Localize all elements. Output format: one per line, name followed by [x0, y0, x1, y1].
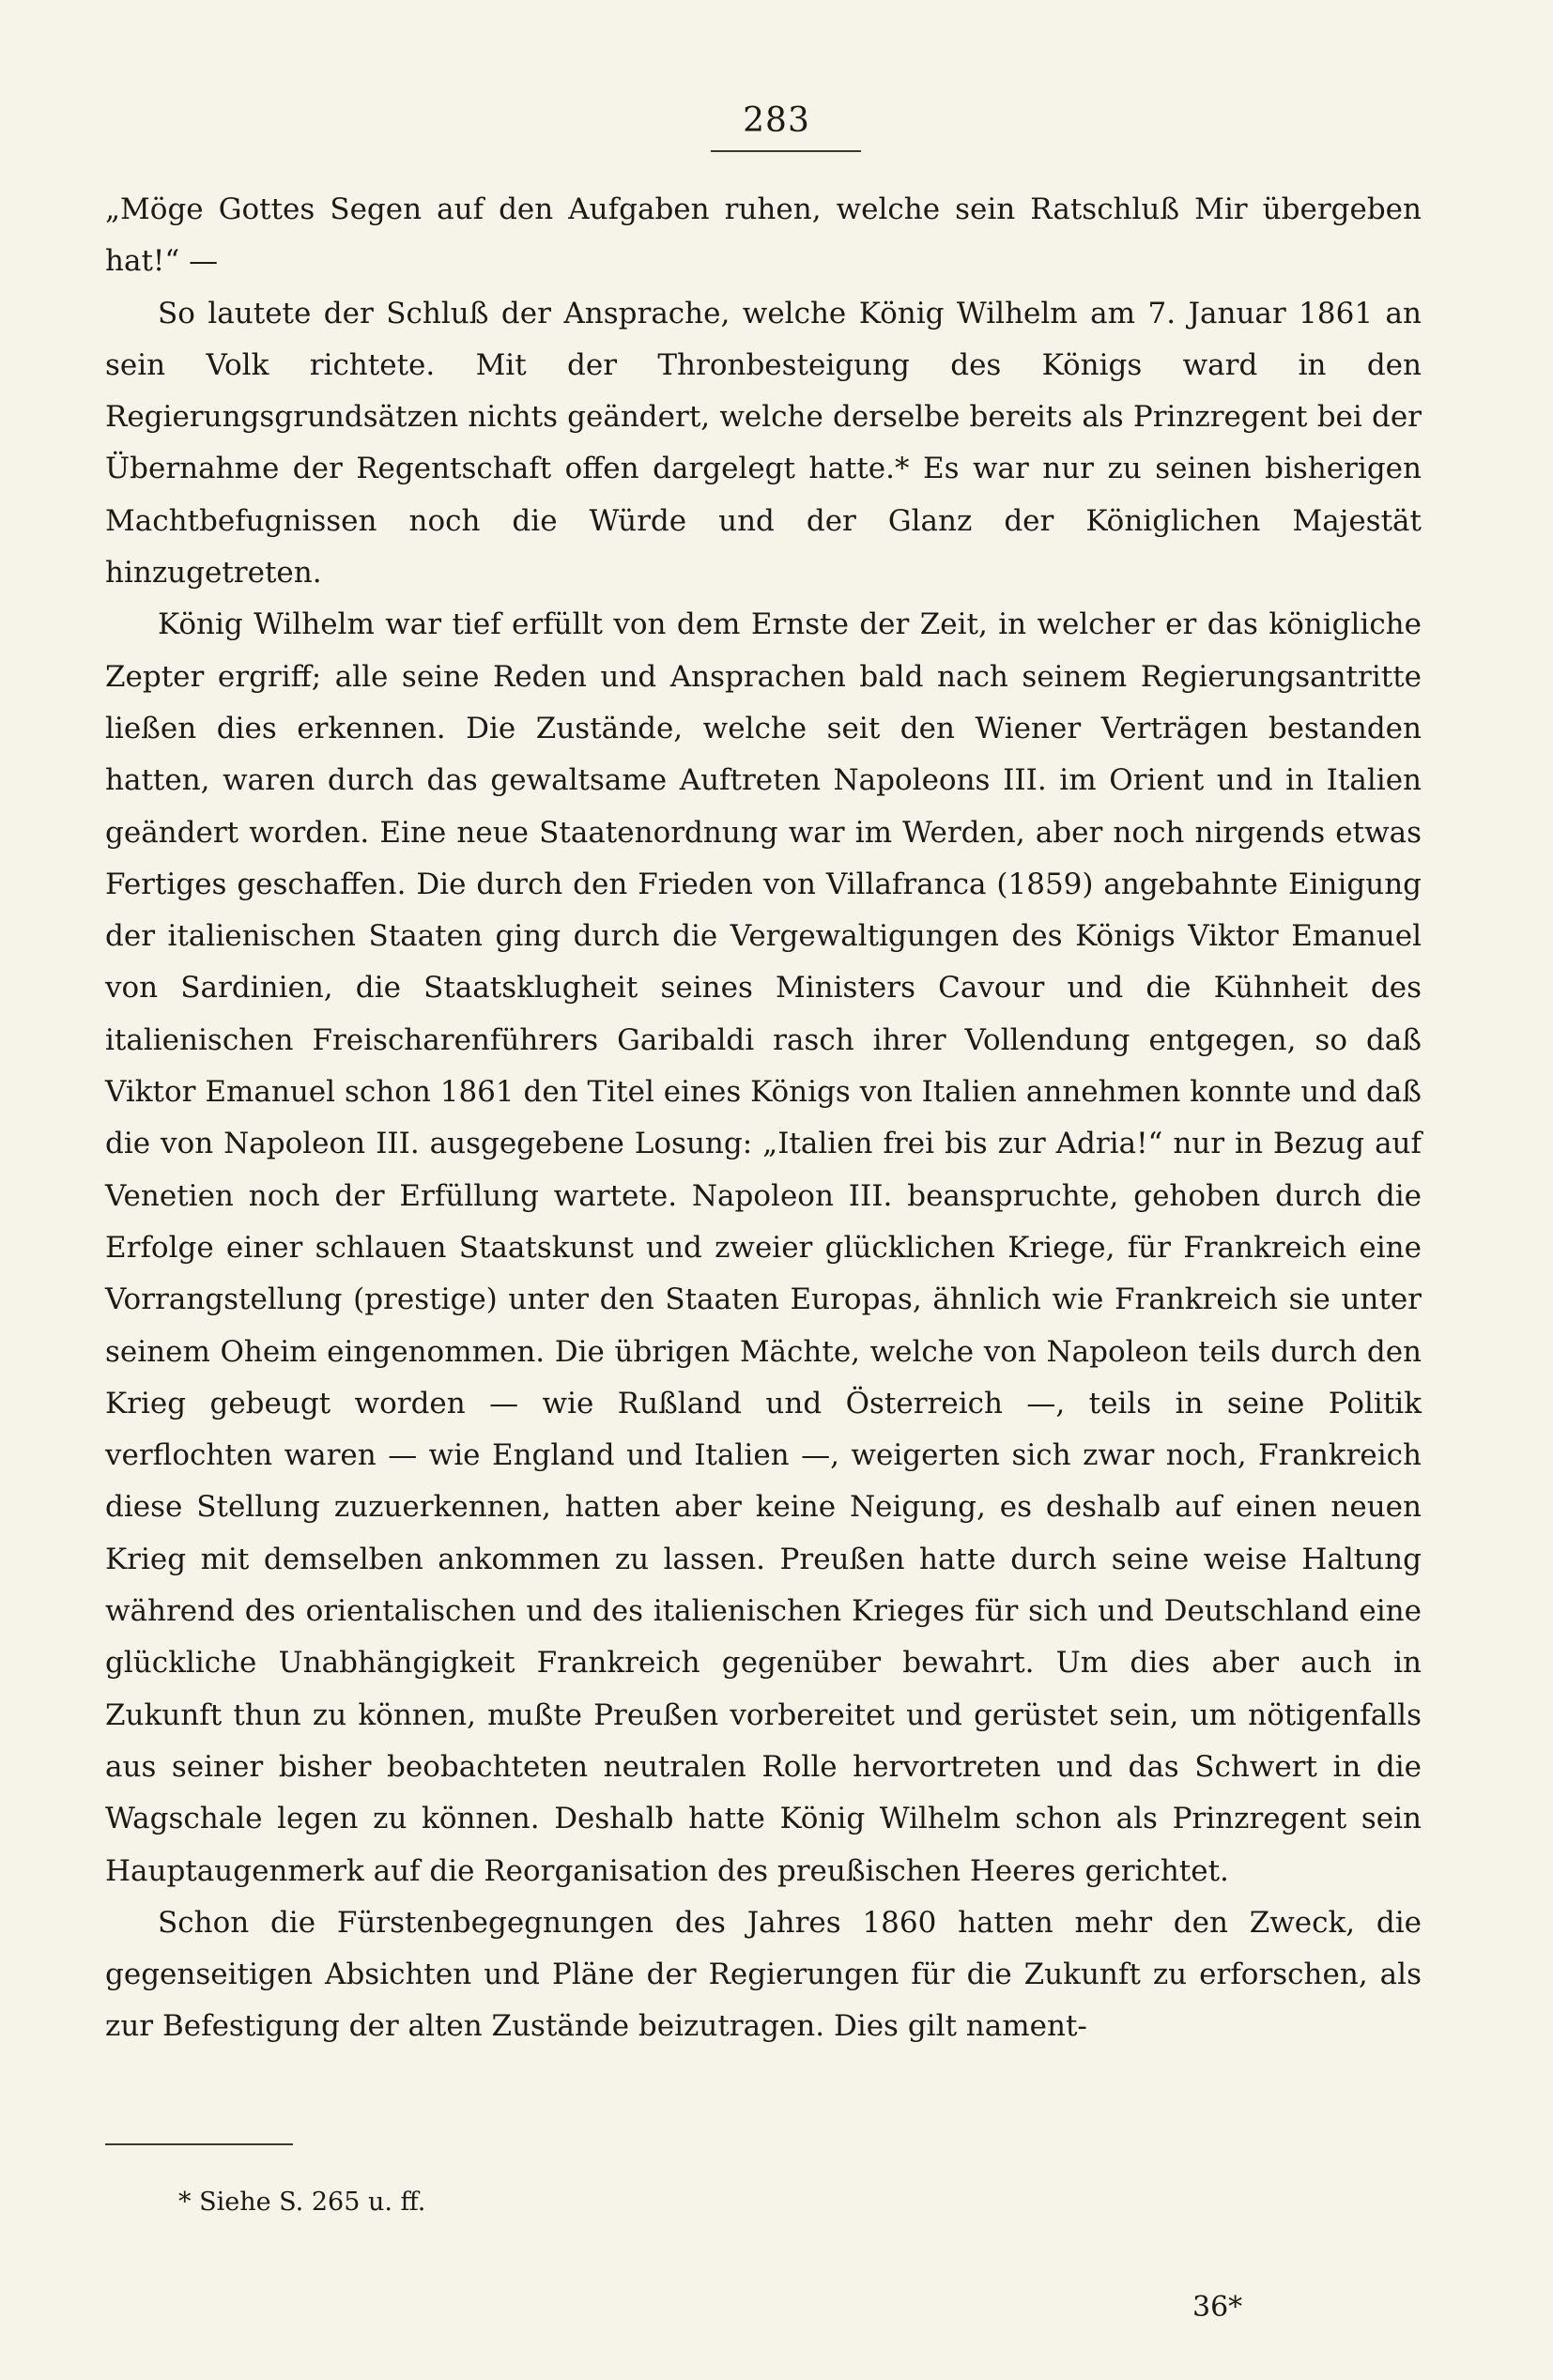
footnote-rule — [105, 2143, 293, 2145]
paragraph: Schon die Fürstenbegegnungen des Jahres 1860 hatten mehr den Zweck, die gegenseitigen Absichten und Pläne der Regierungen für die Zukunft zu erforschen, als zur Befestigung der alten Zustände beizutragen. Dies gilt nament- — [105, 1905, 1422, 2044]
paragraph-quote: „Möge Gottes Segen auf den Aufgaben ruhen, welche sein Ratschluß Mir übergeben hat!“ — — [105, 192, 1422, 279]
paragraph: So lautete der Schluß der Ansprache, welche König Wilhelm am 7. Januar 1861 an sein Volk richtete. Mit der Thronbesteigung des Königs ward in den Regierungsgrundsätzen nichts geändert, welche derselbe bereits als Prinzregent bei der Übernahme der Regentschaft offen dargelegt hatte.* Es war nur zu seinen bisherigen Machtbefugnissen noch die Würde und der Glanz der Königlichen Majestät hinzugetreten. — [105, 296, 1422, 591]
page-number: 283 — [743, 101, 810, 140]
paragraph: König Wilhelm war tief erfüllt von dem Ernste der Zeit, in welcher er das königliche Zepter ergriff; alle seine Reden und Ansprachen bald nach seinem Regierungsantritte ließen dies erkennen. Die Zustände, welche seit den Wiener Verträgen bestanden hatten, waren durch das gewaltsame Auftreten Napoleons III. im Orient und in Italien geändert worden. Eine neue Staatenordnung war im Werden, aber noch nirgends etwas Fertiges geschaffen. Die durch den Frieden von Villafranca (1859) angebahnte Einigung der italienischen Staaten ging durch die Vergewaltigungen des Königs Viktor Emanuel von Sardinien, die Staatsklugheit seines Ministers Cavour und die Kühnheit des italienischen Freischarenführers Garibaldi rasch ihrer Vollendung entgegen, so daß Viktor Emanuel schon 1861 den Titel eines Königs von Italien annehmen konnte und daß die von Napoleon III. ausgegebene Losung: „Italien frei bis zur Adria!“ nur in Bezug auf Venetien noch der Erfüllung wartete. Napoleon III. beanspruchte, gehoben durch die Erfolge einer schlauen Staatskunst und zweier glücklichen Kriege, für Frankreich eine Vorrangstellung (prestige) unter den Staaten Europas, ähnlich wie Frankreich sie unter seinem Oheim eingenommen. Die übrigen Mächte, welche von Napoleon teils durch den Krieg gebeugt worden — wie Rußland und Österreich —, teils in seine Politik verflochten waren — wie England und Italien —, weigerten sich zwar noch, Frankreich diese Stellung zuzuerkennen, hatten aber keine Neigung, es deshalb auf einen neuen Krieg mit demselben ankommen zu lassen. Preußen hatte durch seine weise Haltung während des orientalischen und des italienischen Krieges für sich und Deutschland eine glückliche Unabhängigkeit Frankreich gegenüber bewahrt. Um dies aber auch in Zukunft thun zu können, mußte Preußen vorbereitet und gerüstet sein, um nötigenfalls aus seiner bisher beobachteten neutralen Rolle hervortreten und das Schwert in die Wagschale legen zu können. Deshalb hatte König Wilhelm schon als Prinzregent sein Hauptaugenmerk auf die Reorganisation des preußischen Heeres gerichtet. — [105, 607, 1422, 1888]
header-rule — [711, 150, 861, 152]
signature-mark: 36* — [1192, 2291, 1243, 2324]
body-text — [105, 184, 1422, 2053]
footnote: * Siehe S. 265 u. ff. — [178, 2188, 426, 2217]
